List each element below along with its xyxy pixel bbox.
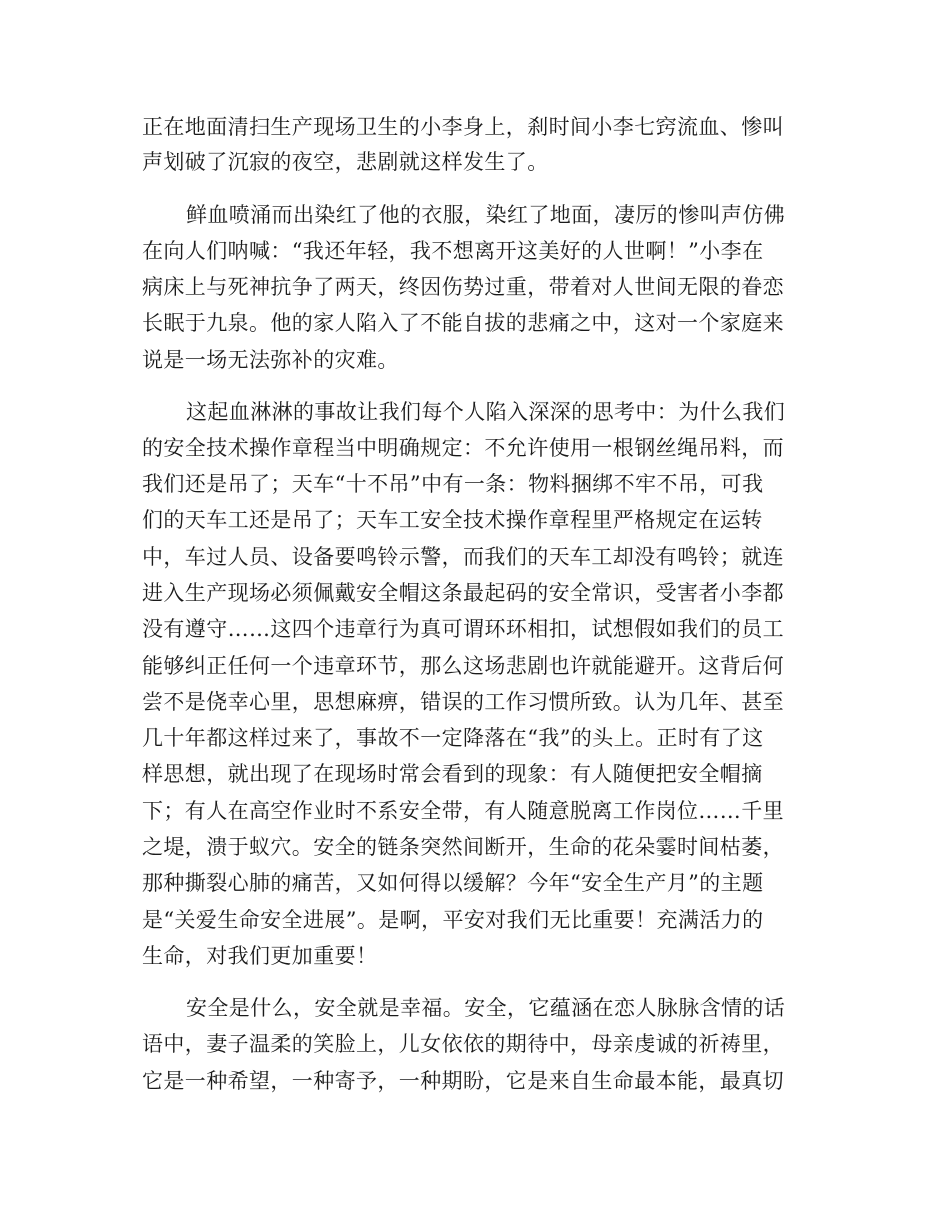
- text-line: 我们还是吊了；天车“十不吊”中有一条：物料捆绑不牢不吊，可我: [142, 472, 764, 496]
- text-line: 长眠于九泉。他的家人陷入了不能自拔的悲痛之中，这对一个家庭来: [142, 311, 784, 335]
- text-line: 样思想，就出现了在现场时常会看到的现象：有人随便把安全帽摘: [142, 762, 763, 786]
- text-line: 说是一场无法弥补的灾难。: [142, 348, 399, 372]
- text-line: 没有遵守……这四个违章行为真可谓环环相扣，试想假如我们的员工: [142, 617, 784, 641]
- text-line: 的安全技术操作章程当中明确规定：不允许使用一根钢丝绳吊料，而: [142, 436, 784, 460]
- text-line: 进入生产现场必须佩戴安全帽这条最起码的安全常识，受害者小李都: [142, 581, 784, 605]
- text-line: 病床上与死神抗争了两天，终因伤势过重，带着对人世间无限的眷恋: [142, 275, 784, 299]
- text-line: 几十年都这样过来了，事故不一定降落在“我”的头上。正时有了这: [142, 726, 764, 750]
- text-line: 正在地面清扫生产现场卫生的小李身上，刹时间小李七窍流血、惨叫: [142, 115, 784, 139]
- text-line: 是“关爱生命安全进展”。是啊，平安对我们无比重要！充满活力的: [142, 908, 764, 932]
- text-line: 在向人们呐喊：“我还年轻，我不想离开这美好的人世啊！”小李在: [142, 239, 764, 263]
- text-line: 安全是什么，安全就是幸福。安全，它蕴涵在恋人脉脉含情的话: [186, 996, 786, 1020]
- text-line: 语中，妻子温柔的笑脸上，儿女依依的期待中，母亲虔诚的祈祷里，: [142, 1032, 784, 1056]
- text-line: 那种撕裂心肺的痛苦，又如何得以缓解？今年“安全生产月”的主题: [142, 871, 764, 895]
- text-line: 之堤，溃于蚁穴。安全的链条突然间断开，生命的花朵霎时间枯萎，: [142, 835, 784, 859]
- text-line: 这起血淋淋的事故让我们每个人陷入深深的思考中：为什么我们: [186, 400, 786, 424]
- text-line: 声划破了沉寂的夜空，悲剧就这样发生了。: [142, 150, 549, 174]
- text-line: 中，车过人员、设备要鸣铃示警，而我们的天车工却没有鸣铃；就连: [142, 545, 784, 569]
- text-line: 生命，对我们更加重要！: [142, 944, 378, 968]
- text-line: 能够纠正任何一个违章环节，那么这场悲剧也许就能避开。这背后何: [142, 654, 784, 678]
- text-line: 它是一种希望，一种寄予，一种期盼，它是来自生命最本能，最真切: [142, 1069, 784, 1093]
- text-line: 们的天车工还是吊了；天车工安全技术操作章程里严格规定在运转: [142, 508, 763, 532]
- text-line: 尝不是侥幸心里，思想麻痹，错误的工作习惯所致。认为几年、甚至: [142, 690, 784, 714]
- text-line: 下；有人在高空作业时不系安全带，有人随意脱离工作岗位……千里: [142, 799, 784, 823]
- text-line: 鲜血喷涌而出染红了他的衣服，染红了地面，凄厉的惨叫声仿佛: [186, 203, 786, 227]
